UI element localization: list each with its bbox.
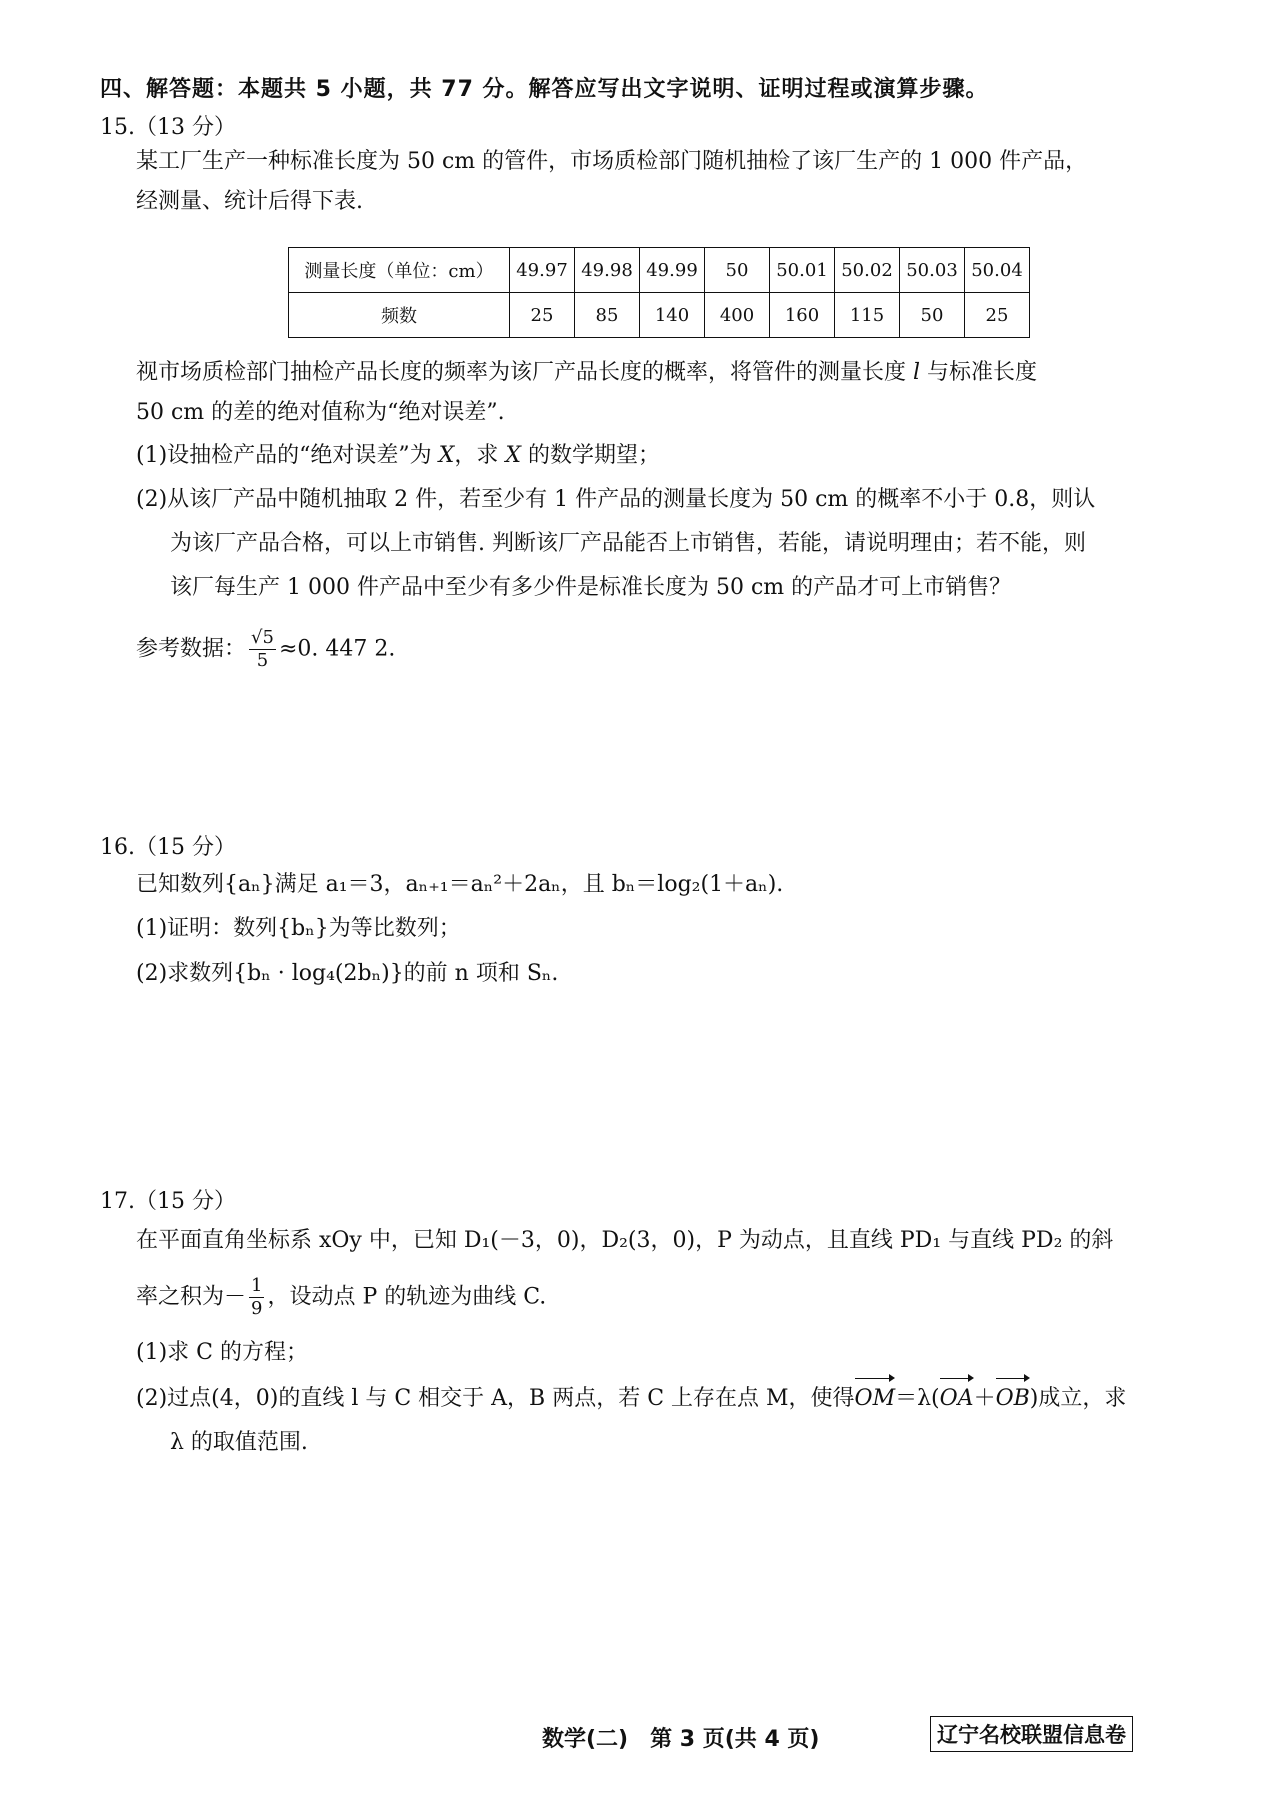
q15-part2-line1: (2)从该厂产品中随机抽取 2 件，若至少有 1 件产品的测量长度为 50 cm 的概率不小于 0.8，则认	[136, 487, 1096, 512]
text-run: 参考数据：	[136, 636, 247, 662]
q15-data-table	[288, 247, 1030, 338]
text-run: ≈0. 447 2.	[278, 636, 396, 662]
q16-line1: 已知数列{aₙ}满足 a₁＝3，aₙ₊₁＝aₙ²＋2aₙ，且 bₙ＝log₂(1＋aₙ).	[136, 872, 784, 897]
table-cell: 400	[705, 293, 770, 338]
table-cell: 85	[575, 293, 640, 338]
math-var-l: l	[913, 360, 921, 385]
brand-box: 辽宁名校联盟信息卷	[930, 1716, 1133, 1752]
q16-part1: (1)证明：数列{bₙ}为等比数列；	[136, 916, 461, 941]
q17-line2	[136, 1275, 546, 1320]
text-run: ，求	[454, 443, 506, 468]
math-var-X: X	[438, 443, 455, 468]
fraction-numerator: 1	[251, 1275, 263, 1296]
text-run: 视市场质检部门抽检产品长度的频率为该厂产品长度的概率，将管件的测量长度	[136, 360, 913, 385]
q17-part2-line2: λ 的取值范围.	[170, 1430, 308, 1455]
table-header-frequency: 频数	[289, 293, 510, 338]
table-cell: 25	[965, 293, 1030, 338]
table-row-lengths	[289, 248, 1030, 293]
q15-after-line1	[136, 354, 1037, 392]
table-cell: 115	[835, 293, 900, 338]
table-cell: 50.01	[770, 248, 835, 293]
page-footer: 数学(二) 第 3 页(共 4 页)	[542, 1727, 820, 1752]
text-run: (1)设抽检产品的“绝对误差”为	[136, 443, 439, 468]
q15-intro-line2: 经测量、统计后得下表.	[136, 189, 363, 214]
text-run: (2)过点(4，0)的直线 l 与 C 相交于 A，B 两点，若 C 上存在点 M，使得	[136, 1386, 855, 1411]
q17-part2-line1	[136, 1380, 1126, 1418]
q17-line1: 在平面直角坐标系 xOy 中，已知 D₁(－3，0)，D₂(3，0)，P 为动点，且直线 PD₁ 与直线 PD₂ 的斜	[136, 1228, 1114, 1253]
text-run: ，设动点 P 的轨迹为曲线 C.	[267, 1284, 547, 1310]
q16-number: 16.（15 分）	[100, 835, 236, 860]
q15-reference-data	[136, 627, 395, 672]
vector-OB: OB	[996, 1380, 1030, 1418]
text-run: 与标准长度	[920, 360, 1038, 385]
text-run: ＝λ(	[895, 1386, 940, 1411]
table-cell: 50.02	[835, 248, 900, 293]
text-run: 的数学期望；	[521, 443, 660, 468]
table-cell: 160	[770, 293, 835, 338]
table-cell: 50.03	[900, 248, 965, 293]
table-cell: 50	[705, 248, 770, 293]
vector-OA: OA	[940, 1380, 974, 1418]
q15-part2-line3: 该厂每生产 1 000 件产品中至少有多少件是标准长度为 50 cm 的产品才可上市销售？	[170, 575, 1012, 600]
fraction-numerator: √5	[251, 627, 274, 648]
section-title: 四、解答题：本题共 5 小题，共 77 分。解答应写出文字说明、证明过程或演算步骤。	[100, 77, 989, 102]
table-cell: 140	[640, 293, 705, 338]
fraction-sqrt5-over-5	[249, 627, 276, 672]
table-cell: 50	[900, 293, 965, 338]
q15-after-line2: 50 cm 的差的绝对值称为“绝对误差”.	[136, 400, 505, 425]
table-row-frequencies	[289, 293, 1030, 338]
table-cell: 25	[510, 293, 575, 338]
math-var-X: X	[505, 443, 521, 468]
table-cell: 49.98	[575, 248, 640, 293]
table-header-length: 测量长度（单位：cm）	[289, 248, 510, 293]
q17-number: 17.（15 分）	[100, 1189, 236, 1214]
fraction-denominator: 9	[251, 1298, 263, 1319]
q15-intro-line1: 某工厂生产一种标准长度为 50 cm 的管件，市场质检部门随机抽检了该厂生产的 1 000 件产品，	[136, 149, 1088, 174]
q16-part2: (2)求数列{bₙ · log₄(2bₙ)}的前 n 项和 Sₙ.	[136, 961, 559, 986]
fraction-denominator: 5	[256, 650, 269, 671]
table-cell: 49.97	[510, 248, 575, 293]
q15-number: 15.（13 分）	[100, 115, 236, 140]
fraction-one-ninth	[249, 1275, 264, 1320]
q15-part1	[136, 437, 660, 475]
table-cell: 50.04	[965, 248, 1030, 293]
text-run: 率之积为－	[136, 1284, 247, 1310]
text-run: ＋	[973, 1386, 996, 1411]
vector-OM: OM	[855, 1380, 896, 1418]
table-cell: 49.99	[640, 248, 705, 293]
q17-part1: (1)求 C 的方程；	[136, 1340, 308, 1365]
text-run: )成立，求	[1029, 1386, 1127, 1411]
q15-part2-line2: 为该厂产品合格，可以上市销售. 判断该厂产品能否上市销售，若能，请说明理由；若不能，则	[170, 531, 1086, 556]
